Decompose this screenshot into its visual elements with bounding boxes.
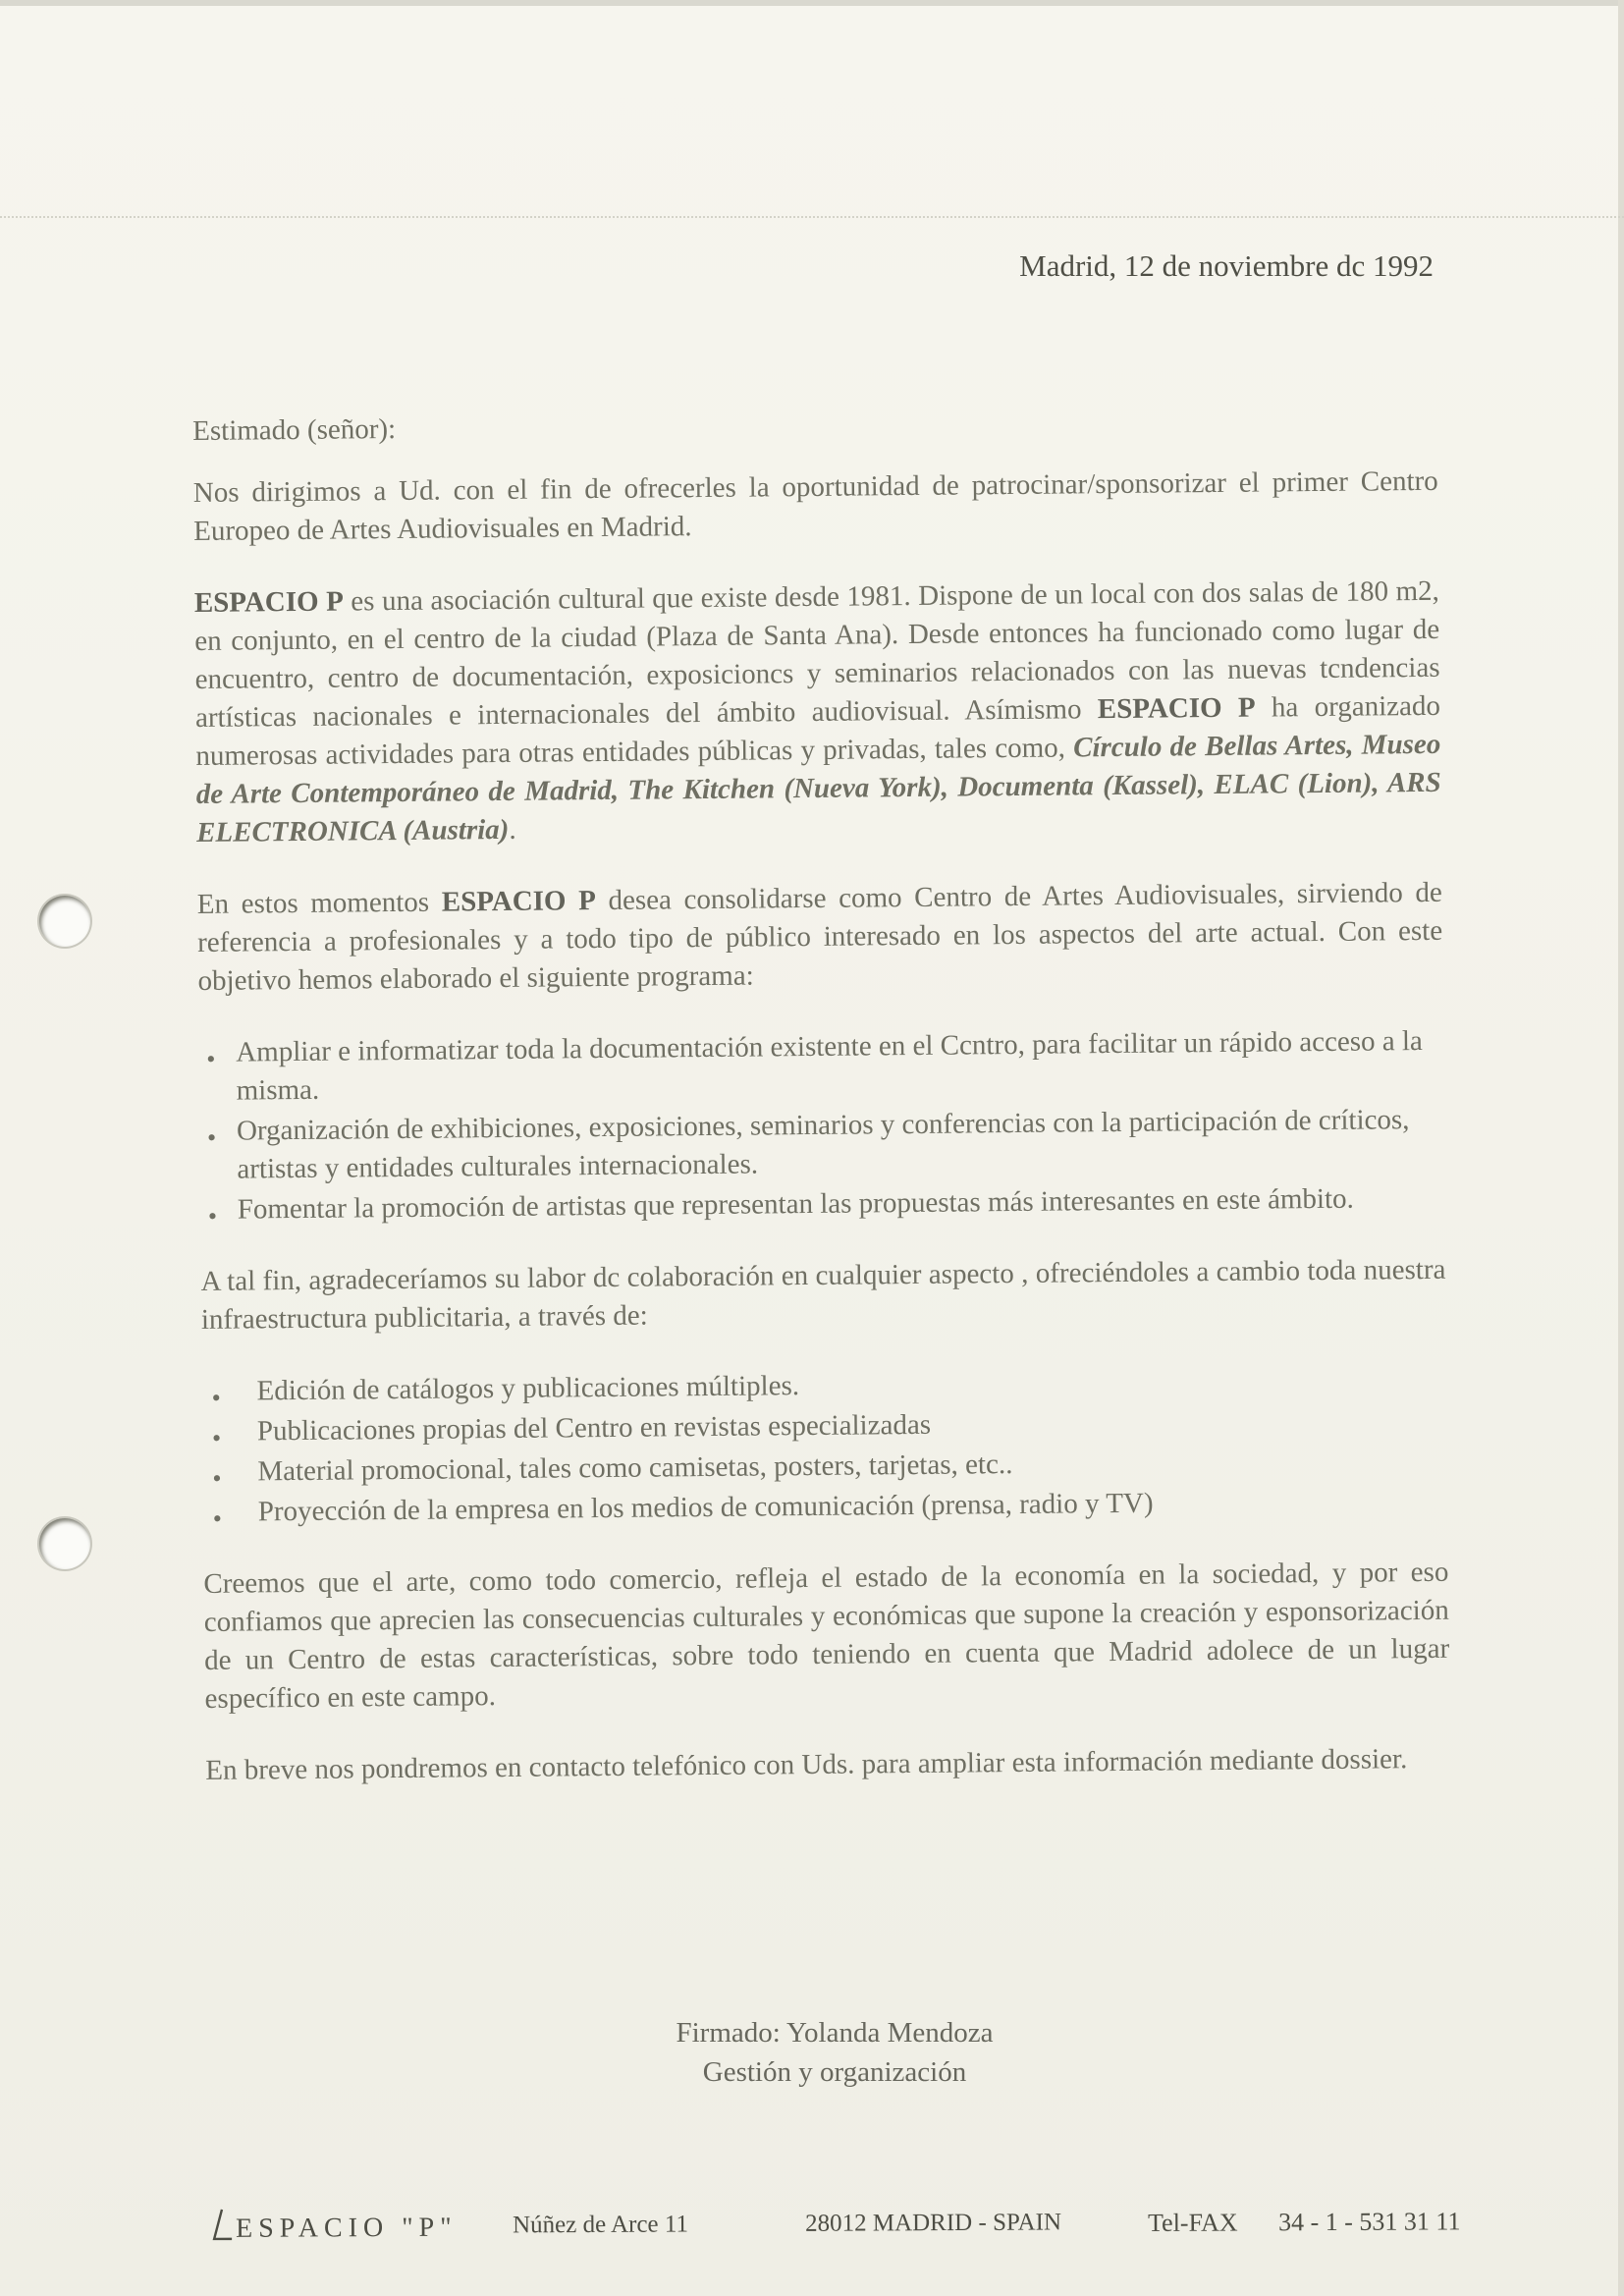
list-item-text: Proyección de la empresa en los medios de comunicación (prensa, radio y TV)	[257, 1487, 1154, 1528]
letter-body	[192, 401, 1451, 1824]
partner-entities: Círculo de Bellas Artes, Museo de Arte Contemporáneo de Madrid, The Kitchen (Nueva York), Documenta (Kassel), ELAC (Lion), ARS ELECTRONICA (Austria)	[195, 728, 1441, 848]
paragraph-text: En estos momentos	[196, 886, 442, 920]
espacio-logo-icon	[208, 2208, 234, 2241]
org-name: ESPACIO P	[1097, 691, 1256, 726]
bullet-icon: •	[211, 1383, 221, 1412]
paper-right-edge	[1618, 0, 1624, 2296]
list-item-text: Fomentar la promoción de artistas que representan las propuestas más interesantes en este ámbito.	[237, 1182, 1354, 1226]
punch-hole	[39, 1518, 90, 1569]
signed-by: Firmado: Yolanda Mendoza	[676, 2017, 994, 2049]
list-item-text: Publicaciones propias del Centro en revistas especializadas	[256, 1408, 932, 1448]
advertising-list	[201, 1361, 1447, 1532]
footer-tel-number: 34 - 1 - 531 31 11	[1277, 2207, 1461, 2237]
bullet-icon: •	[211, 1423, 222, 1452]
program-list	[198, 1022, 1445, 1230]
paragraph-collaboration: A tal fin, agradeceríamos su labor dc colaboración en cualquier aspecto , ofreciéndoles a cambio toda nuestra infraestructura publicitaria, a través de:	[200, 1253, 1446, 1336]
org-name: ESPACIO P	[193, 585, 344, 619]
letterhead-footer	[208, 2207, 1504, 2253]
perforation-line	[0, 216, 1624, 218]
paragraph-text: desea consolidarse como Centro de Artes Audiovisuales, sirviendo de referencia a profesionales y a todo tipo de público interesado en los aspectos del arte actual. Con este objetivo hemos elaborado el siguiente programa:	[197, 876, 1443, 997]
letter-date: Madrid, 12 de noviembre dc 1992	[1019, 248, 1434, 283]
paragraph-offer: Nos dirigimos a Ud. con el fin de ofrecerles la oportunidad de patrocinar/sponsorizar el primer Centro Europeo de Artes Audiovisuales en Madrid.	[192, 465, 1438, 547]
footer-street: Núñez de Arce 11	[512, 2211, 688, 2239]
paragraph-text: es una asociación cultural que existe desde 1981. Dispone de un local con dos salas de 180 m2, en conjunto, en el centro de la ciudad (Plaza de Santa Ana). Desde entonces ha funcionado como lugar de encuentro, centro de documentación, exposicioncs y seminarios relacionados con las nuevas tcndencias artísticas nacionales e internacionales del ámbito audiovisual. Asímismo	[194, 574, 1440, 734]
list-item-text: Ampliar e informatizar toda la documentación existente en el Cc​ntro, para facilitar un rápido acceso a la misma.	[236, 1025, 1423, 1107]
bullet-icon: •	[206, 1044, 216, 1073]
paragraph-text: .	[509, 813, 516, 846]
footer-tel-label: Tel-FAX	[1147, 2208, 1238, 2237]
list-item-text: Organización de exhibiciones, exposiciones, seminarios y conferencias con la participación de críticos, artistas y entidades culturales internacionales.	[236, 1104, 1410, 1185]
bullet-icon: •	[212, 1503, 223, 1533]
paragraph-contact: En breve nos pondremos en contacto telefónico con Uds. para ampliar esta información mediante dossier.	[205, 1743, 1408, 1786]
paragraph-program-intro	[197, 874, 1443, 1001]
list-item-text: Material promocional, tales como camisetas, posters, tarjetas, etc..	[257, 1449, 1013, 1488]
punch-hole	[39, 896, 90, 947]
bullet-icon: •	[212, 1463, 222, 1493]
paper-top-edge	[0, 0, 1624, 6]
bullet-icon: •	[207, 1201, 218, 1230]
list-item	[198, 1022, 1444, 1111]
signature-block	[628, 2013, 1041, 2092]
org-name: ESPACIO P	[441, 885, 597, 918]
paragraph-about	[194, 573, 1442, 852]
list-item-text: Edición de catálogos y publicaciones múltiples.	[256, 1370, 800, 1407]
paragraph-belief: Creemos que el arte, como todo comercio, refleja el estado de la economía en la sociedad, y por eso confiamos que aprecien las consecuencias culturales y económicas que supone la creación y esponsorización de un Centro de estas características, sobre todo teniendo en cuenta que Madrid adolece de un lugar específico en este campo.	[203, 1556, 1450, 1715]
bullet-icon: •	[206, 1122, 217, 1152]
list-item	[199, 1101, 1445, 1189]
footer-org-name: ESPACIO "P"	[235, 2212, 458, 2244]
greeting: Estimado (señor):	[192, 413, 397, 447]
footer-city: 28012 MADRID - SPAIN	[804, 2209, 1062, 2237]
signer-role: Gestión y organización	[702, 2056, 967, 2088]
paragraph-text: ha organizado numerosas actividades para otras entidades públicas y privadas, tales como,	[195, 689, 1441, 772]
